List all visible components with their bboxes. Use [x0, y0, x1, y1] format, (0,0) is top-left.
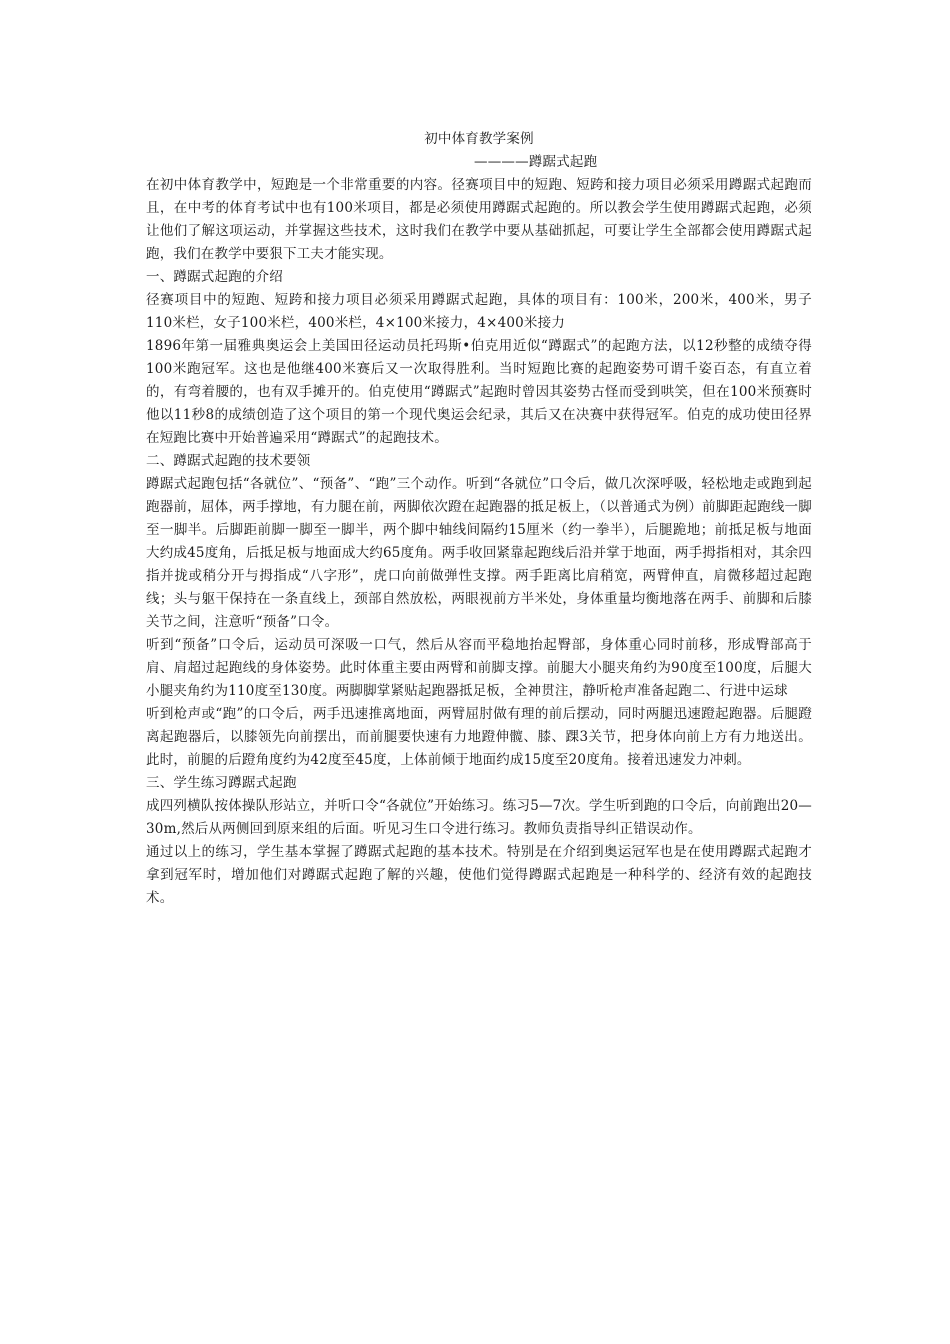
- document-subtitle: ————蹲踞式起跑: [474, 154, 598, 170]
- paragraph-on-your-marks: 蹲踞式起跑包括“各就位”、“预备”、“跑”三个动作。听到“各就位”口令后，做几次深呼吸，轻松地走或跑到起跑器前，屈体，两手撑地，有力腿在前，两脚依次蹬在起跑器的抵足板上，（以普通式为例）前脚距起跑线一脚至一脚半。后脚距前脚一脚至一脚半，两个脚中轴线间隔约15厘米（约一拳半），后腿跪地；前抵足板与地面大约成45度角，后抵足板与地面成大约65度角。两手收回紧靠起跑线后沿并掌于地面，两手拇指相对，其余四指并拢或稍分开与拇指成“八字形”，虎口向前做弹性支撑。两手距离比肩稍宽，两臂伸直，肩微移超过起跑线；头与躯干保持在一条直线上，颈部自然放松，两眼视前方半米处，身体重量均衡地落在两手、前脚和后膝关节之间，注意听“预备”口令。: [146, 476, 812, 630]
- paragraph-history: 1896年第一届雅典奥运会上美国田径运动员托玛斯•伯克用近似“蹲踞式”的起跑方法，以12秒整的成绩夺得100米跑冠军。这也是他继400米赛后又一次取得胜利。当时短跑比赛的起跑姿势可谓千姿百态，有直立着的，有弯着腰的，也有双手摊开的。伯克使用“蹲踞式”起跑时曾因其姿势古怪而受到哄笑，但在100米预赛时他以11秒8的成绩创造了这个项目的第一个现代奥运会纪录，其后又在决赛中获得冠军。伯克的成功使田径界在短跑比赛中开始普遍采用“蹲踞式”的起跑技术。: [146, 338, 812, 446]
- paragraph-practice: 成四列横队按体操队形站立，并听口令“各就位”开始练习。练习5—7次。学生听到跑的口令后，向前跑出20—30m,然后从两侧回到原来组的后面。听见习生口令进行练习。教师负责指导纠正错误动作。: [146, 798, 812, 837]
- paragraph-conclusion: 通过以上的练习，学生基本掌握了蹲踞式起跑的基本技术。特别是在介绍到奥运冠军也是在使用蹲踞式起跑才拿到冠军时，增加他们对蹲踞式起跑了解的兴趣，使他们觉得蹲踞式起跑是一种科学的、经济有效的起跑技术。: [146, 844, 812, 906]
- paragraph-set: 听到“预备”口令后，运动员可深吸一口气，然后从容而平稳地抬起臀部，身体重心同时前移，形成臀部高于肩、肩超过起跑线的身体姿势。此时体重主要由两臂和前脚支撑。前腿大小腿夹角约为90度至100度，后腿大小腿夹角约为110度至130度。两脚脚掌紧贴起跑器抵足板，全神贯注，静听枪声准备起跑二、行进中运球: [146, 637, 812, 699]
- document-title: 初中体育教学案例: [424, 131, 534, 147]
- section-heading-practice: 三、学生练习蹲踞式起跑: [146, 775, 297, 791]
- document-body: [146, 128, 812, 910]
- intro-paragraph: 在初中体育教学中，短跑是一个非常重要的内容。径赛项目中的短跑、短跨和接力项目必须采用蹲踞式起跑而且，在中考的体育考试中也有100米项目，都是必须使用蹲踞式起跑的。所以教会学生使用蹲踞式起跑，必须让他们了解这项运动，并掌握这些技术，这时我们在教学中要从基础抓起，可要让学生全部都会使用蹲踞式起跑，我们在教学中要狠下工夫才能实现。: [146, 177, 812, 262]
- paragraph-go: 听到枪声或“跑”的口令后，两手迅速推离地面，两臂屈肘做有理的前后摆动，同时两腿迅速蹬起跑器。后腿蹬离起跑器后，以膝领先向前摆出，而前腿要快速有力地蹬伸髋、膝、踝3关节，把身体向前上方有力地送出。此时，前腿的后蹬角度约为42度至45度，上体前倾于地面约成15度至20度角。接着迅速发力冲刺。: [146, 706, 812, 768]
- paragraph-events: 径赛项目中的短跑、短跨和接力项目必须采用蹲踞式起跑，具体的项目有：100米，200米，400米，男子110米栏，女子100米栏，400米栏，4×100米接力，4×400米接力: [146, 292, 812, 331]
- section-heading-technique: 二、蹲踞式起跑的技术要领: [146, 453, 311, 469]
- section-heading-introduction: 一、蹲踞式起跑的介绍: [146, 269, 283, 285]
